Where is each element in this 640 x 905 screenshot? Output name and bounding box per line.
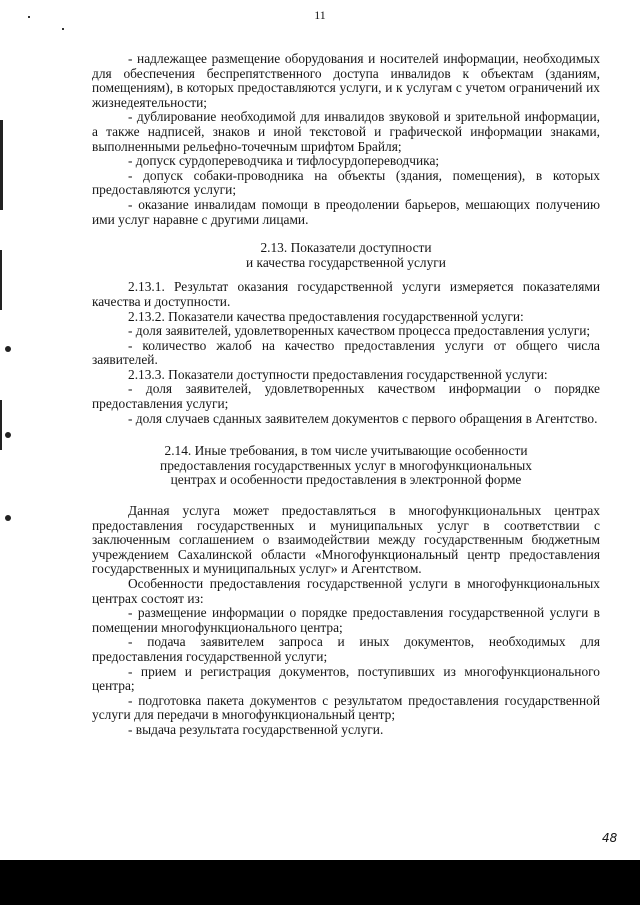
heading-line: предоставления государственных услуг в многофункциональных — [160, 457, 532, 473]
scan-speck — [62, 28, 64, 30]
paragraph: - доля случаев сданных заявителем документов с первого обращения в Агентство. — [128, 410, 598, 426]
paragraph: - выдача результата государственной услуги. — [128, 721, 384, 737]
paragraph: - количество жалоб на качество предоставления услуги от общего числа заявителей. — [92, 337, 600, 368]
page-number: 11 — [314, 8, 326, 22]
paragraph: - подача заявителем запроса и иных документов, необходимых для предоставления государственной услуги; — [92, 634, 600, 664]
paragraph: - доля заявителей, удовлетворенных качеством процесса предоставления услуги; — [128, 323, 591, 339]
section-heading-2-14 — [92, 444, 600, 488]
handwritten-sheet-number: 48 — [602, 831, 618, 845]
paragraph: Данная услуга может предоставляться в многофункциональных центрах предоставления государственных и муниципальных услуг в соответствии с заключенным соглашением о взаимодействии между государственным бюджетным учреждением Сахалинской области «Многофункциональный центр предоставления государственных и муниципальных услуг» и Агентством. — [92, 503, 600, 577]
paragraph: - прием и регистрация документов, поступивших из многофункционального центра; — [92, 663, 600, 694]
paragraph: - допуск сурдопереводчика и тифлосурдопереводчика; — [128, 153, 440, 169]
scan-speck — [28, 16, 30, 18]
heading-line: 2.14. Иные требования, в том числе учитывающие особенности — [164, 443, 528, 459]
paragraph: - оказание инвалидам помощи в преодолении барьеров, мешающих получению ими услуг наравне с другими лицами. — [92, 196, 600, 227]
document-body — [92, 52, 600, 738]
paragraph: Особенности предоставления государственной услуги в многофункциональных центрах состоят из: — [92, 576, 600, 606]
scan-bottom-border — [0, 860, 640, 905]
paragraph: - надлежащее размещение оборудования и носителей информации, необходимых для обеспечения беспрепятственного доступа инвалидов к объектам (зданиям, помещениям), в которых предоставляются услуги, и к услугам с учетом ограничений их жизнедеятельности; — [92, 51, 600, 110]
section-heading-2-13 — [92, 241, 600, 270]
punch-hole — [5, 515, 11, 521]
binding-edge-mark — [0, 250, 2, 310]
heading-line: центрах и особенности предоставления в электронной форме — [170, 472, 522, 488]
punch-hole — [5, 432, 11, 438]
binding-edge-mark — [0, 120, 3, 210]
paragraph: 2.13.2. Показатели качества предоставления государственной услуги: — [128, 308, 524, 324]
heading-line: 2.13. Показатели доступности — [260, 240, 432, 256]
paragraph: 2.13.3. Показатели доступности предоставления государственной услуги: — [128, 366, 548, 382]
paragraph: 2.13.1. Результат оказания государственной услуги измеряется показателями качества и доступности. — [92, 279, 600, 309]
paragraph: - дублирование необходимой для инвалидов звуковой и зрительной информации, а также надписей, знаков и иной текстовой и графической информации знаками, выполненными рельефно-точечным шрифтом Брайля; — [92, 109, 600, 154]
paragraph: - размещение информации о порядке предоставления государственной услуги в помещении многофункционального центра; — [92, 605, 600, 635]
paragraph: - допуск собаки-проводника на объекты (здания, помещения), в которых предоставляются услуги; — [92, 167, 600, 198]
binding-edge-mark — [0, 400, 2, 450]
paragraph: - доля заявителей, удовлетворенных качеством информации о порядке предоставления услуги; — [92, 381, 600, 412]
paragraph: - подготовка пакета документов с результатом предоставления государственной услуги для передачи в многофункциональный центр; — [92, 692, 600, 723]
heading-line: и качества государственной услуги — [246, 254, 446, 270]
punch-hole — [5, 346, 11, 352]
